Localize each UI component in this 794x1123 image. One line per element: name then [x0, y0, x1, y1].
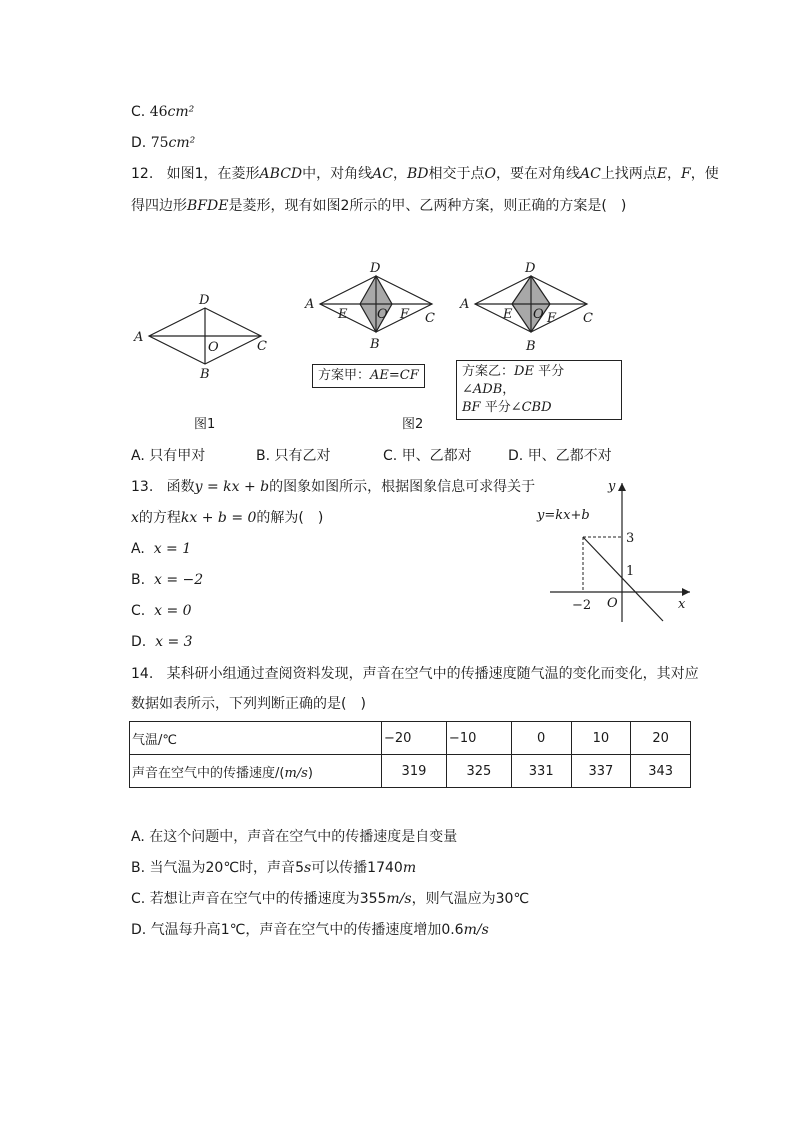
q11-option-d [131, 133, 195, 153]
scheme-b-box [456, 360, 622, 420]
text: ， [502, 382, 516, 397]
scheme-b-line1 [462, 363, 616, 399]
figure1-caption: 图1 [194, 417, 216, 432]
label-a: A [460, 297, 470, 312]
label-d: D [525, 261, 536, 276]
option-label: D. [131, 922, 147, 938]
q14-option-c [131, 889, 529, 909]
text: 上找两点 [600, 166, 657, 182]
text: 数据如表所示，下列判断正确的是( ) [131, 696, 366, 712]
q13-stem-line2 [131, 508, 323, 528]
text: 平分 [480, 400, 511, 415]
tick-y3: 3 [626, 531, 635, 546]
label-d: D [370, 261, 381, 276]
text: 声音在空气中的传播速度/( [132, 765, 285, 781]
option-text: 在这个问题中，声音在空气中的传播速度是自变量 [149, 829, 458, 845]
question-number: 13. [131, 479, 154, 495]
math: BD [406, 166, 429, 182]
option-label: B. [131, 572, 146, 588]
label-d: D [199, 293, 210, 308]
math: E [656, 166, 668, 182]
q13-option-a [131, 539, 191, 559]
label-b: B [200, 367, 210, 382]
math: x [131, 510, 139, 526]
text: 的解为( ) [256, 510, 324, 526]
text: ) [307, 765, 313, 781]
text: 中，对角线 [302, 166, 373, 182]
math: AC [372, 166, 393, 182]
q14-stem-line2 [131, 694, 366, 714]
text: ， [392, 166, 407, 182]
q12-stem-line1 [131, 164, 719, 184]
text: 是菱形，现有如图2所示的甲、乙两种方案，则正确的方案是( ) [228, 198, 627, 214]
table-cell: 319 [382, 755, 447, 788]
option-text: x = −2 [153, 572, 204, 588]
value: 30℃ [495, 891, 530, 907]
option-text: x = 1 [153, 541, 192, 557]
option-label: C. [383, 448, 398, 464]
q13-option-b [131, 570, 203, 590]
label-b: B [370, 337, 380, 352]
table-row [130, 722, 691, 755]
option-text: 甲、乙都不对 [527, 448, 612, 464]
table-row [130, 755, 691, 788]
text: 得四边形 [131, 198, 187, 214]
value: 1740 [367, 860, 403, 876]
option-text: x = 3 [155, 634, 193, 650]
label-f: F [400, 307, 410, 322]
value: 355 [359, 891, 387, 907]
q13-option-c [131, 601, 192, 621]
q13-stem-line1 [131, 477, 535, 497]
value: 5 [295, 860, 304, 876]
y-axis-arrow [618, 483, 626, 491]
math: kx + b = 0 [180, 510, 257, 526]
q14-option-a [131, 827, 457, 847]
text: ，使 [690, 166, 719, 182]
scheme-b-line2 [462, 399, 616, 417]
option-label: D. [131, 135, 147, 151]
q13-graph [530, 475, 700, 630]
value: 20℃ [205, 860, 240, 876]
option-text: x = 0 [154, 603, 192, 619]
label-f: F [547, 311, 557, 326]
option-text: 甲、乙都对 [401, 448, 472, 464]
math: BF [462, 400, 481, 415]
label-e: E [503, 307, 513, 322]
math: ABCD [259, 166, 303, 182]
table-cell: −20 [382, 722, 447, 755]
math: ∠CBD [510, 400, 552, 415]
x-axis-arrow [682, 588, 690, 596]
text: 若想让声音在空气中的传播速度为 [149, 891, 360, 907]
text: 时，声音 [239, 860, 296, 876]
option-label: C. [131, 104, 146, 120]
option-value: 46 [149, 104, 168, 120]
text: 如图1，在菱形 [166, 166, 260, 182]
option-label: A. [131, 448, 145, 464]
q12-option-d [508, 446, 612, 466]
option-label: B. [256, 448, 271, 464]
label-o: O [208, 340, 219, 355]
option-unit: cm² [167, 104, 195, 120]
option-text: 只有甲对 [149, 448, 206, 464]
table-cell: −10 [446, 722, 511, 755]
q12-option-c [383, 446, 472, 466]
math: DE [514, 364, 534, 379]
option-label: C. [131, 603, 146, 619]
text: 平分 [533, 364, 565, 379]
q12-figure2-scheme-a [300, 258, 450, 353]
option-label: A. [131, 829, 145, 845]
q11-option-c [131, 102, 194, 122]
figure2-caption: 图2 [402, 417, 424, 432]
option-label: D. [131, 634, 147, 650]
label-e: E [338, 307, 348, 322]
y-axis-label: y [608, 479, 616, 494]
tick-y1: 1 [626, 564, 635, 579]
table-cell: 20 [631, 722, 691, 755]
text: ，则气温应为 [411, 891, 496, 907]
table-cell: 337 [571, 755, 631, 788]
text: ， [667, 166, 682, 182]
function-line [583, 537, 663, 621]
label-c: C [257, 339, 267, 354]
tick-xm2: −2 [572, 598, 592, 613]
q12-option-a [131, 446, 205, 466]
value: 1℃ [220, 922, 246, 938]
question-number: 12. [131, 166, 154, 182]
text: 的图象如图所示，根据图象信息可求得关于 [269, 479, 536, 495]
math: ∠ADB [462, 382, 503, 397]
table-cell: 0 [511, 722, 571, 755]
unit: s [303, 860, 312, 876]
option-value: 75 [150, 135, 169, 151]
option-text: 只有乙对 [274, 448, 331, 464]
q14-option-d [131, 920, 489, 940]
text: ，要在对角线 [495, 166, 580, 182]
label-c: C [583, 311, 593, 326]
table-header-cell [130, 755, 382, 788]
math: AC [579, 166, 601, 182]
text: 气温每升高 [150, 922, 221, 938]
math: m/s [284, 765, 308, 781]
unit: m [402, 860, 417, 876]
label-c: C [425, 311, 435, 326]
text: 相交于点 [428, 166, 485, 182]
unit: m/s [463, 922, 489, 938]
text: 函数 [166, 479, 195, 495]
unit: m/s [386, 891, 412, 907]
math: F [681, 166, 691, 182]
q13-option-d [131, 632, 193, 652]
option-label: D. [508, 448, 524, 464]
text: 当气温为 [149, 860, 206, 876]
label-a: A [134, 330, 144, 345]
scheme-a-box [312, 364, 425, 388]
text: 方案乙： [462, 364, 515, 379]
option-unit: cm² [168, 135, 196, 151]
table-header-cell: 气温/℃ [130, 722, 382, 755]
q12-option-b [256, 446, 331, 466]
q12-figure2-scheme-b [455, 258, 605, 353]
x-axis-label: x [678, 597, 686, 612]
math: y = kx + b [194, 479, 270, 495]
origin-label: O [607, 596, 618, 611]
text: 的方程 [138, 510, 181, 526]
text: ，声音在空气中的传播速度增加 [245, 922, 442, 938]
q14-data-table [129, 721, 691, 788]
label-b: B [526, 339, 536, 353]
label-o: O [533, 307, 544, 322]
option-label: B. [131, 860, 146, 876]
option-label: C. [131, 891, 146, 907]
math: O [484, 166, 496, 182]
text: 可以传播 [311, 860, 368, 876]
table-cell: 325 [446, 755, 511, 788]
q12-figure1 [125, 288, 275, 383]
text: 方案甲： [318, 368, 371, 383]
table-cell: 10 [571, 722, 631, 755]
question-number: 14. [131, 666, 154, 682]
table-cell: 331 [511, 755, 571, 788]
text: 某科研小组通过查阅资料发现，声音在空气中的传播速度随气温的变化而变化，其对应 [166, 666, 699, 682]
label-o: O [377, 307, 388, 322]
value: 0.6 [441, 922, 464, 938]
q14-option-b [131, 858, 416, 878]
math: BFDE [187, 198, 229, 214]
q14-stem-line1 [131, 664, 699, 684]
label-a: A [305, 297, 315, 312]
function-label: y=kx+b [537, 508, 590, 523]
math: AE=CF [370, 368, 419, 383]
option-label: A. [131, 541, 145, 557]
table-cell: 343 [631, 755, 691, 788]
q12-stem-line2 [131, 196, 626, 216]
